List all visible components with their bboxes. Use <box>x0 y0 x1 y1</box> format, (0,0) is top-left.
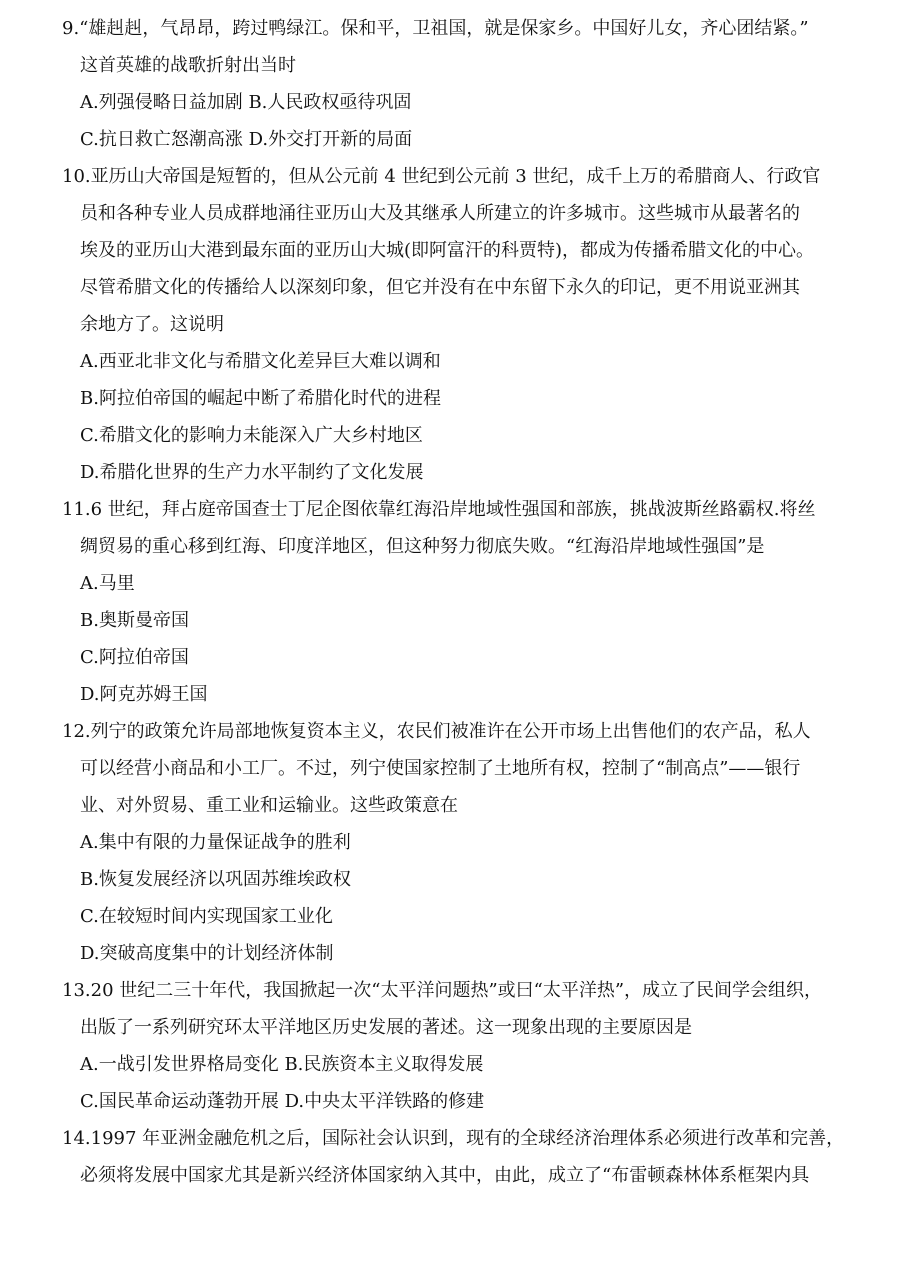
answer-option: C.国民革命运动蓬勃开展 D.中央太平洋铁路的修建 <box>80 1091 485 1112</box>
question-stem-line: 9.“雄赳赳，气昂昂，跨过鸭绿江。保和平，卫祖国，就是保家乡。中国好儿女，齐心团结紧。” <box>62 18 809 39</box>
answer-option: A.一战引发世界格局变化 B.民族资本主义取得发展 <box>80 1054 484 1075</box>
question-stem-line: 14.1997 年亚洲金融危机之后，国际社会认识到，现有的全球经济治理体系必须进行改革和完善， <box>62 1128 845 1149</box>
question-stem-line: 这首英雄的战歌折射出当时 <box>80 55 296 76</box>
question-stem-line: 13.20 世纪二三十年代，我国掀起一次“太平洋问题热”或曰“太平洋热”，成立了民间学会组织， <box>62 980 823 1001</box>
answer-option: B.奥斯曼帝国 <box>80 610 189 631</box>
answer-option: D.阿克苏姆王国 <box>80 684 208 705</box>
question-stem-line: 绸贸易的重心移到红海、印度洋地区，但这种努力彻底失败。“红海沿岸地域性强国”是 <box>80 536 765 557</box>
question-stem-line: 业、对外贸易、重工业和运输业。这些政策意在 <box>80 795 458 816</box>
answer-option: C.在较短时间内实现国家工业化 <box>80 906 333 927</box>
answer-option: C.抗日救亡怒潮高涨 D.外交打开新的局面 <box>80 129 413 150</box>
question-9 <box>62 10 852 158</box>
question-13 <box>62 972 852 1120</box>
question-stem-line: 出版了一系列研究环太平洋地区历史发展的著述。这一现象出现的主要原因是 <box>80 1017 692 1038</box>
question-stem-line: 10.亚历山大帝国是短暂的，但从公元前 4 世纪到公元前 3 世纪，成千上万的希腊商人、行政官 <box>62 166 821 187</box>
question-stem-line: 埃及的亚历山大港到最东面的亚历山大城(即阿富汗的科贾特)，都成为传播希腊文化的中心。 <box>80 240 815 261</box>
question-12 <box>62 713 852 972</box>
question-stem-line: 尽管希腊文化的传播给人以深刻印象，但它并没有在中东留下永久的印记，更不用说亚洲其 <box>80 277 800 298</box>
question-stem-line: 12.列宁的政策允许局部地恢复资本主义，农民们被准许在公开市场上出售他们的农产品，私人 <box>62 721 811 742</box>
question-10 <box>62 158 852 491</box>
question-14 <box>62 1120 852 1194</box>
answer-option: C.阿拉伯帝国 <box>80 647 189 668</box>
answer-option: A.集中有限的力量保证战争的胜利 <box>80 832 351 853</box>
question-stem-line: 必须将发展中国家尤其是新兴经济体国家纳入其中，由此，成立了“布雷顿森林体系框架内具 <box>80 1165 810 1186</box>
question-stem-line: 员和各种专业人员成群地涌往亚历山大及其继承人所建立的许多城市。这些城市从最著名的 <box>80 203 800 224</box>
answer-option: A.西亚北非文化与希腊文化差异巨大难以调和 <box>80 351 441 372</box>
answer-option: B.恢复发展经济以巩固苏维埃政权 <box>80 869 351 890</box>
answer-option: C.希腊文化的影响力未能深入广大乡村地区 <box>80 425 423 446</box>
question-stem-line: 余地方了。这说明 <box>80 314 224 335</box>
question-stem-line: 可以经营小商品和小工厂。不过，列宁使国家控制了土地所有权，控制了“制高点”——银行 <box>80 758 801 779</box>
answer-option: D.希腊化世界的生产力水平制约了文化发展 <box>80 462 424 483</box>
question-11 <box>62 491 852 713</box>
answer-option: D.突破高度集中的计划经济体制 <box>80 943 334 964</box>
answer-option: B.阿拉伯帝国的崛起中断了希腊化时代的进程 <box>80 388 441 409</box>
answer-option: A.马里 <box>80 573 135 594</box>
answer-option: A.列强侵略日益加剧 B.人民政权亟待巩固 <box>80 92 412 113</box>
question-stem-line: 11.6 世纪，拜占庭帝国查士丁尼企图依靠红海沿岸地域性强国和部族，挑战波斯丝路霸权.将丝 <box>62 499 816 520</box>
